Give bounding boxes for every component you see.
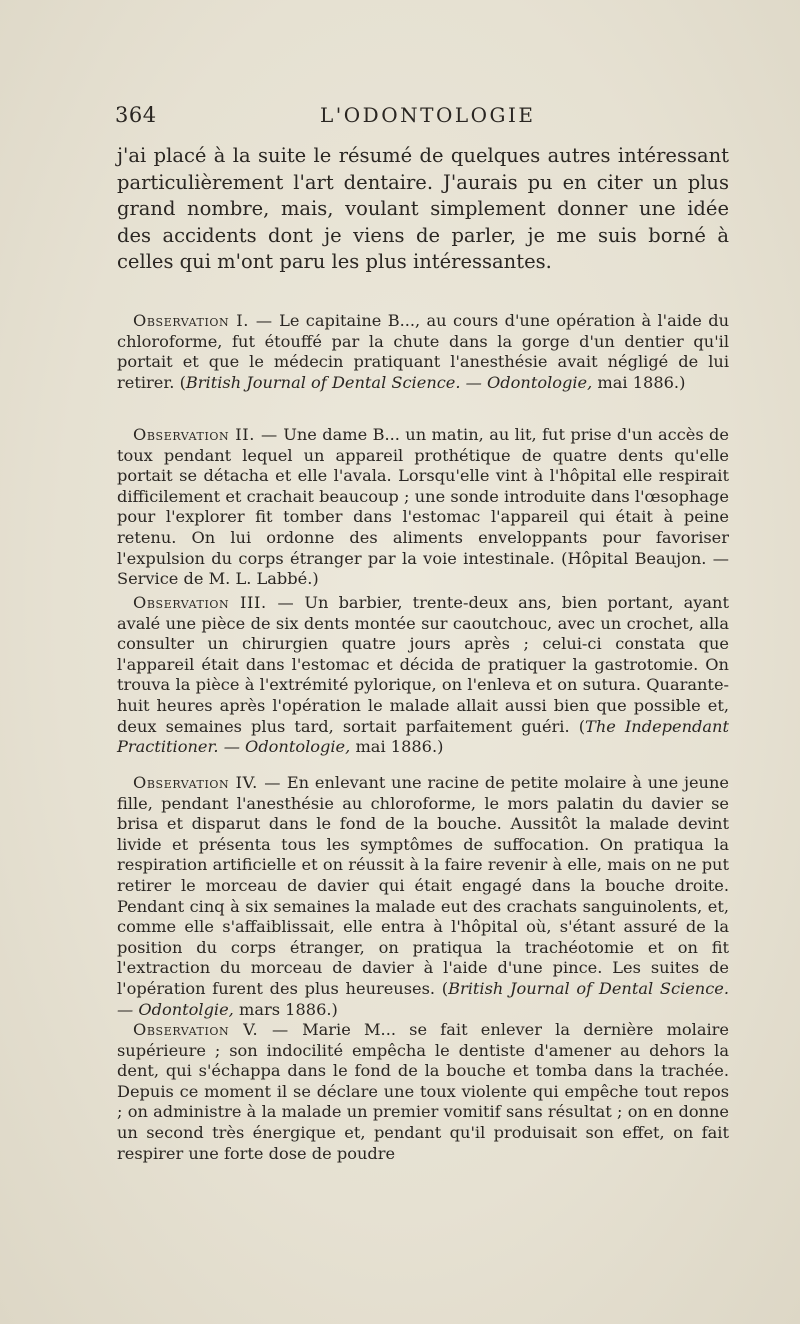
intro-text: j'ai placé à la suite le résumé de quelques autres intéressant particulièrement l'art dentaire. J'aurais pu en citer un plus grand nombre, mais, voulant simplement donner une idée des accidents dont je viens de parler, je me suis borné à celles qui m'ont paru les plus intéressantes. (117, 144, 729, 273)
observation-date: mai 1886.) (350, 737, 444, 757)
observation-source: British Journal of Dental Science. — Odontologie, (185, 372, 593, 392)
observation-body: En enlevant une racine de petite molaire à une jeune fille, pendant l'anesthésie au chloroforme, le mors palatin du davier se brisa et disparut dans le fond de la bouche. Aussitôt la malade devint livide et présenta tous les symptômes de suffocation. On pratiqua la respiration artificielle et on réussit à la faire revenir à elle, mais on ne put retirer le morceau de davier qui était engagé dans la bouche droite. Pendant cinq à six semaines la malade eut des crachats sanguinolents, et, comme elle s'affaiblissait, elle entra à l'hôpital où, s'étant assuré de la position du corps étranger, on pratiqua la trachéotomie et on fit l'extraction du morceau de davier à l'aide d'une pince. Les suites de l'opération furent des plus heureuses. ( (117, 773, 729, 998)
observation-body: Un barbier, trente-deux ans, bien portant, ayant avalé une pièce de six dents montée sur caoutchouc, avec un crochet, alla consulter un chirurgien quatre jours après ; celui-ci constata que l'appareil était dans l'estomac et décida de pratiquer la gastrotomie. On trouva la pièce à l'extrémité pylorique, on l'enleva et on sutura. Quarante-huit heures après l'opération le malade allait aussi bien que possible et, deux semaines plus tard, sortait parfaitement guéri. ( (117, 593, 729, 736)
page-number: 364 (115, 103, 157, 127)
observation-source: The Independant Practitioner. — Odontologie, (117, 716, 729, 757)
observation-3 (117, 593, 729, 758)
observation-paragraph (117, 1020, 729, 1164)
observation-4 (117, 773, 729, 1020)
observation-heading: Observation V. — (133, 1020, 289, 1039)
observation-paragraph (117, 593, 729, 758)
observation-source: British Journal of Dental Science. — Odontolgie, (117, 978, 729, 1019)
intro-paragraph (117, 143, 729, 276)
observation-heading: Observation III. — (133, 593, 295, 612)
observation-body: Le capitaine B..., au cours d'une opération à l'aide du chloroforme, fut étouffé par la chute dans la gorge d'un dentier qu'il portait et que le médecin pratiquant l'anesthésie avait négligé de lui retirer. ( (117, 311, 730, 392)
observation-5 (117, 1020, 729, 1164)
running-title: L'ODONTOLOGIE (320, 103, 536, 127)
observation-body: Marie M... se fait enlever la dernière molaire supérieure ; son indocilité empêcha le dentiste d'amener au dehors la dent, qui s'échappa dans le fond de la bouche et tomba dans la trachée. Depuis ce moment il se déclare une toux violente qui empêche tout repos ; on administre à la malade un premier vomitif sans résultat ; on en donne un second très énergique et, pendant qu'il produisait son effet, on fait respirer une forte dose de poudre (117, 1020, 729, 1163)
observation-date: mars 1886.) (233, 999, 338, 1019)
observation-2 (117, 425, 729, 590)
observation-1 (117, 311, 729, 393)
page-header (115, 103, 727, 133)
observation-date: mai 1886.) (592, 372, 686, 392)
observation-paragraph (117, 773, 729, 1020)
observation-paragraph (117, 425, 729, 590)
observation-paragraph (117, 311, 729, 393)
observation-heading: Observation I. — (133, 311, 273, 330)
observation-heading: Observation IV. — (133, 773, 282, 792)
observation-heading: Observation II. — (133, 425, 278, 444)
observation-body: Une dame B... un matin, au lit, fut prise d'un accès de toux pendant lequel un appareil prothétique de quatre dents qu'elle portait se détacha et elle l'avala. Lorsqu'elle vint à l'hôpital elle respirait difficilement et crachait beaucoup ; une sonde introduite dans l'œsophage pour l'explorer fit tomber dans l'estomac l'appareil qui était à peine retenu. On lui ordonne des aliments enveloppants pour favoriser l'expulsion du corps étranger par la voie intestinale. (Hôpital Beaujon. — Service de M. L. Labbé.) (117, 425, 729, 589)
